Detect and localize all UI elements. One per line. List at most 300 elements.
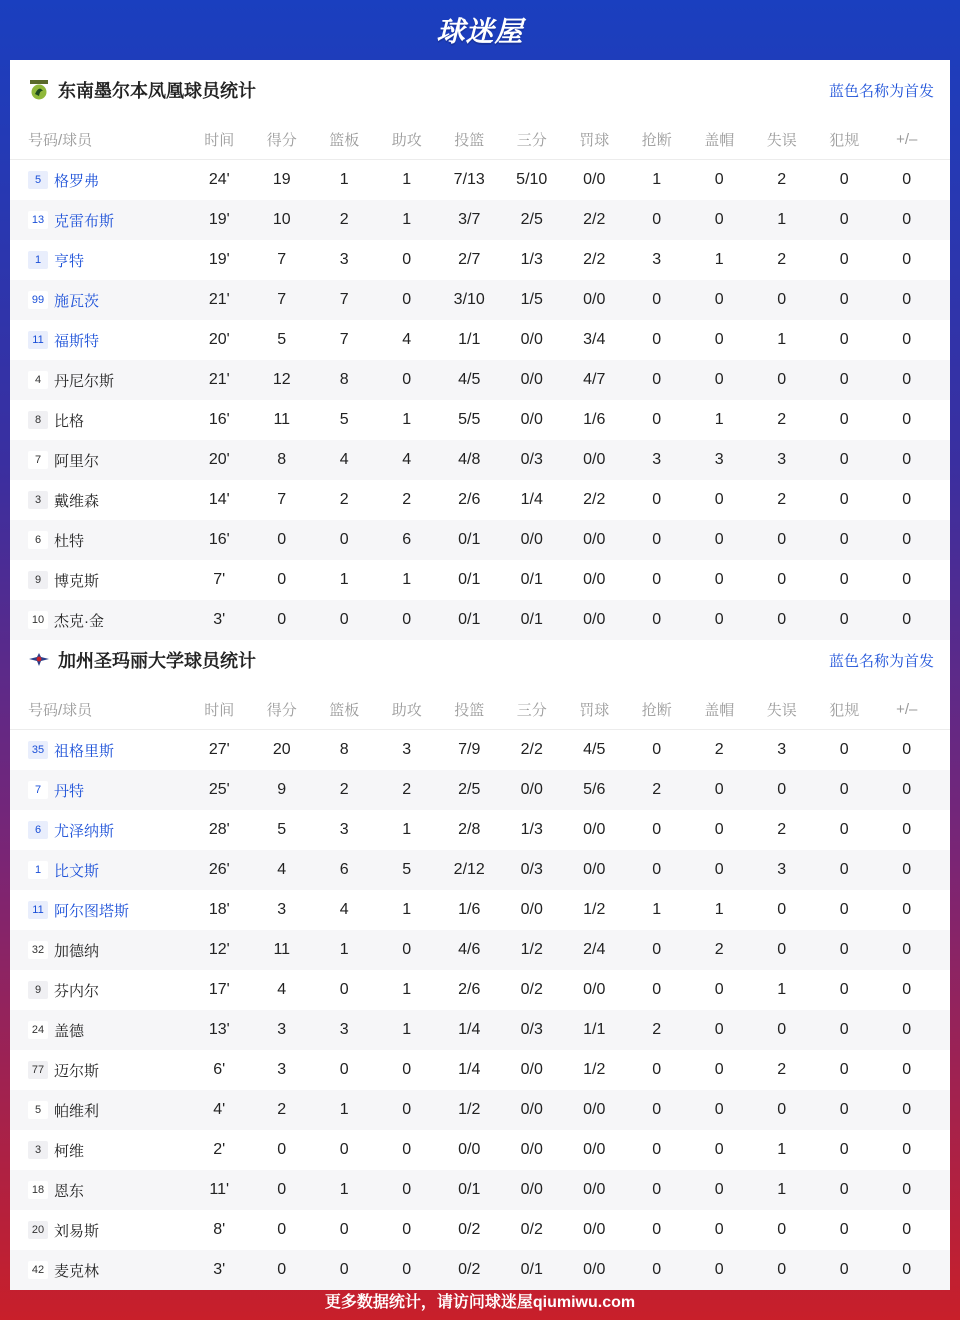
stat-rebounds: 2 [339,211,349,228]
player-cell[interactable] [10,530,188,551]
stat-fouls: 0 [839,821,849,838]
stat-time: 17' [208,981,230,998]
player-cell[interactable] [10,940,188,961]
stat-steals: 2 [652,781,662,798]
stat-fg: 2/8 [458,821,481,838]
player-name[interactable]: 尤泽纳斯 [54,822,115,840]
stat-time: 16' [208,411,230,428]
stat-time: 26' [208,861,230,878]
stat-assists: 1 [402,411,412,428]
stat-rebounds: 7 [339,331,349,348]
stat-points: 20 [272,741,291,758]
stat-assists: 1 [402,571,412,588]
player-cell[interactable] [10,1220,188,1241]
stat-steals: 0 [652,861,662,878]
stat-turnovers: 3 [777,451,787,468]
stat-fouls: 0 [839,781,849,798]
player-name[interactable]: 麦克林 [54,1262,100,1280]
table-row [10,970,950,1010]
player-name[interactable]: 阿里尔 [54,452,100,470]
stat-rebounds: 3 [339,821,349,838]
player-cell[interactable] [10,330,188,351]
stat-assists: 0 [402,291,412,308]
stat-plusminus: 0 [902,1101,912,1118]
stat-three: 0/2 [520,1221,543,1238]
stat-points: 19 [272,171,291,188]
stat-three: 0/0 [520,331,543,348]
stat-rebounds: 5 [339,411,349,428]
table-row [10,240,950,280]
stat-turnovers: 1 [777,981,787,998]
stat-points: 3 [277,1021,287,1038]
stat-plusminus: 0 [902,1021,912,1038]
stat-ft: 1/6 [583,411,606,428]
stat-assists: 4 [402,451,412,468]
stat-blocks: 0 [714,371,724,388]
column-header: 失误 [766,132,797,149]
brand-logo: 球迷屋 [436,16,524,47]
stat-three: 0/0 [520,1061,543,1078]
player-cell[interactable] [10,1100,188,1121]
stat-steals: 0 [652,371,662,388]
stat-steals: 0 [652,821,662,838]
player-name[interactable]: 杜特 [54,532,85,550]
stat-assists: 0 [402,1221,412,1238]
stat-plusminus: 0 [902,171,912,188]
stat-time: 28' [208,821,230,838]
stat-turnovers: 1 [777,1141,787,1158]
stat-blocks: 0 [714,1101,724,1118]
stat-steals: 0 [652,1061,662,1078]
stat-three: 1/5 [520,291,543,308]
stat-fouls: 0 [839,1261,849,1278]
stat-plusminus: 0 [902,1181,912,1198]
player-name[interactable]: 迈尔斯 [54,1062,100,1080]
stat-time: 6' [213,1061,226,1078]
stat-three: 0/2 [520,981,543,998]
stat-plusminus: 0 [902,291,912,308]
player-name[interactable]: 丹特 [54,782,85,800]
stat-ft: 0/0 [583,171,606,188]
stat-turnovers: 0 [777,571,787,588]
stat-fouls: 0 [839,1181,849,1198]
stat-plusminus: 0 [902,251,912,268]
stat-fouls: 0 [839,1021,849,1038]
player-name[interactable]: 克雷布斯 [54,212,115,230]
player-name[interactable]: 刘易斯 [54,1222,100,1240]
player-cell[interactable] [10,450,188,471]
stat-turnovers: 0 [777,1101,787,1118]
stat-fg: 0/1 [458,531,481,548]
stat-turnovers: 0 [777,371,787,388]
table-row [10,1170,950,1210]
table-row [10,400,950,440]
stat-fg: 4/6 [458,941,481,958]
stat-time: 24' [208,171,230,188]
table-row [10,360,950,400]
stat-plusminus: 0 [902,781,912,798]
stat-points: 11 [273,941,291,958]
stat-time: 27' [208,741,230,758]
stat-turnovers: 1 [777,331,787,348]
stat-blocks: 2 [714,941,724,958]
table-row [10,810,950,850]
stat-turnovers: 0 [777,611,787,628]
stat-assists: 1 [402,1021,412,1038]
stat-points: 2 [277,1101,287,1118]
jersey-number: 24 [28,1021,48,1039]
stat-points: 5 [277,331,287,348]
player-name[interactable]: 博克斯 [54,572,100,590]
player-name[interactable]: 恩东 [54,1182,85,1200]
team-section-1 [10,60,950,640]
stat-ft: 0/0 [583,1261,606,1278]
player-cell[interactable] [10,1060,188,1081]
stat-fg: 7/13 [453,171,485,188]
column-header: 抢断 [641,132,672,149]
player-cell[interactable] [10,1140,188,1161]
player-name[interactable]: 格罗弗 [54,172,100,190]
stat-assists: 0 [402,1061,412,1078]
player-cell[interactable] [10,1020,188,1041]
jersey-number: 1 [28,861,48,879]
stat-rebounds: 0 [339,1061,349,1078]
jersey-number: 5 [28,171,48,189]
stat-steals: 2 [652,1021,662,1038]
stat-rebounds: 0 [339,981,349,998]
stat-blocks: 0 [714,171,724,188]
player-cell[interactable] [10,410,188,431]
stat-steals: 3 [652,251,662,268]
table-row [10,160,950,200]
section-header [10,630,950,690]
stat-ft: 3/4 [583,331,606,348]
player-name[interactable]: 祖格里斯 [54,742,115,760]
stat-three: 0/3 [520,451,543,468]
column-header: 篮板 [329,132,360,149]
stat-ft: 4/7 [583,371,606,388]
player-name[interactable]: 阿尔图塔斯 [54,902,130,920]
player-name[interactable]: 丹尼尔斯 [54,372,115,390]
stat-ft: 1/1 [583,1021,606,1038]
stat-steals: 0 [652,611,662,628]
stat-assists: 1 [402,821,412,838]
team-title [28,647,256,673]
table-row [10,1090,950,1130]
table-header-row [10,120,950,160]
player-name[interactable]: 戴维森 [54,492,100,510]
stat-plusminus: 0 [902,1221,912,1238]
player-name[interactable]: 比格 [54,412,85,430]
column-header: 投篮 [454,702,485,719]
stat-fouls: 0 [839,331,849,348]
stat-points: 10 [272,211,291,228]
player-cell[interactable] [10,740,188,761]
stat-time: 3' [213,1261,226,1278]
stat-plusminus: 0 [902,1261,912,1278]
player-cell[interactable] [10,610,188,631]
stat-fg: 3/10 [453,291,485,308]
stat-fouls: 0 [839,251,849,268]
player-cell[interactable] [10,210,188,231]
stat-fg: 0/2 [458,1221,481,1238]
stat-three: 0/0 [520,371,543,388]
phoenix-logo-icon [28,79,50,101]
stat-ft: 0/0 [583,1181,606,1198]
stat-rebounds: 2 [339,781,349,798]
team-name: 东南墨尔本凤凰球员统计 [58,81,256,101]
stat-fg: 7/9 [458,741,481,758]
stat-fouls: 0 [839,861,849,878]
stat-time: 3' [213,611,226,628]
stat-time: 20' [208,451,230,468]
stat-rebounds: 6 [339,861,349,878]
stat-turnovers: 2 [777,821,787,838]
stat-fouls: 0 [839,211,849,228]
stat-fouls: 0 [839,941,849,958]
table-header-row [10,690,950,730]
jersey-number: 32 [28,941,48,959]
stat-points: 0 [277,1261,287,1278]
stat-ft: 2/2 [583,491,606,508]
stat-fouls: 0 [839,611,849,628]
stat-three: 0/0 [520,1141,543,1158]
stat-turnovers: 0 [777,1261,787,1278]
table-row [10,480,950,520]
stat-turnovers: 2 [777,1061,787,1078]
jersey-number: 11 [28,331,48,349]
stat-fouls: 0 [839,741,849,758]
stat-blocks: 0 [714,291,724,308]
stat-fg: 2/6 [458,491,481,508]
stat-fouls: 0 [839,411,849,428]
player-cell[interactable] [10,820,188,841]
column-header: 失误 [766,702,797,719]
stat-rebounds: 0 [339,1261,349,1278]
stat-steals: 0 [652,1101,662,1118]
table-row [10,200,950,240]
player-cell[interactable] [10,1180,188,1201]
stat-blocks: 1 [714,901,724,918]
stat-blocks: 0 [714,861,724,878]
stat-three: 0/3 [520,1021,543,1038]
jersey-number: 3 [28,1141,48,1159]
stat-ft: 4/5 [583,741,606,758]
jersey-number: 10 [28,611,48,629]
stat-fg: 2/12 [453,861,485,878]
stat-blocks: 0 [714,1061,724,1078]
player-cell[interactable] [10,570,188,591]
stat-rebounds: 0 [339,611,349,628]
table-row [10,280,950,320]
stat-assists: 0 [402,1261,412,1278]
stat-plusminus: 0 [902,211,912,228]
stat-blocks: 2 [714,741,724,758]
starter-note: 蓝色名称为首发 [828,82,934,100]
stat-steals: 3 [652,451,662,468]
stat-three: 1/4 [520,491,543,508]
stat-three: 1/2 [520,941,543,958]
stat-ft: 0/0 [583,821,606,838]
stat-assists: 5 [402,861,412,878]
stat-assists: 2 [402,491,412,508]
stat-turnovers: 0 [777,1221,787,1238]
stat-rebounds: 2 [339,491,349,508]
column-header: 号码/球员 [28,132,93,149]
stat-assists: 0 [402,251,412,268]
player-cell[interactable] [10,370,188,391]
team-title [28,77,256,103]
jersey-number: 6 [28,821,48,839]
player-cell[interactable] [10,780,188,801]
stat-time: 13' [208,1021,230,1038]
stat-turnovers: 2 [777,251,787,268]
stat-turnovers: 1 [777,211,787,228]
stat-time: 16' [208,531,230,548]
player-name[interactable]: 盖德 [54,1022,85,1040]
stat-fg: 1/4 [458,1061,481,1078]
stat-blocks: 0 [714,1261,724,1278]
column-header: 犯规 [829,132,860,149]
stat-fg: 2/6 [458,981,481,998]
player-name[interactable]: 帕维利 [54,1102,100,1120]
stat-fg: 1/4 [458,1021,481,1038]
stat-time: 4' [213,1101,226,1118]
column-header: 篮板 [329,702,360,719]
stat-plusminus: 0 [902,941,912,958]
jersey-number: 7 [28,781,48,799]
stat-ft: 0/0 [583,1101,606,1118]
stat-turnovers: 2 [777,411,787,428]
player-cell[interactable] [10,860,188,881]
stat-assists: 1 [402,901,412,918]
player-cell[interactable] [10,980,188,1001]
stat-points: 3 [277,1061,287,1078]
column-header: 三分 [516,132,547,149]
stat-ft: 2/2 [583,211,606,228]
stat-points: 0 [277,571,287,588]
stat-points: 4 [277,861,287,878]
stat-blocks: 0 [714,821,724,838]
stat-fouls: 0 [839,531,849,548]
player-name[interactable]: 亨特 [54,252,85,270]
stat-blocks: 0 [714,491,724,508]
stat-plusminus: 0 [902,1061,912,1078]
player-cell[interactable] [10,1260,188,1281]
stat-ft: 5/6 [583,781,606,798]
stat-three: 0/3 [520,861,543,878]
stat-fouls: 0 [839,571,849,588]
player-name[interactable]: 福斯特 [54,332,100,350]
stat-points: 9 [277,781,287,798]
stat-plusminus: 0 [902,901,912,918]
stat-plusminus: 0 [902,451,912,468]
stat-fouls: 0 [839,1101,849,1118]
jersey-number: 35 [28,741,48,759]
stat-blocks: 0 [714,981,724,998]
player-cell[interactable] [10,290,188,311]
stat-steals: 0 [652,941,662,958]
table-row [10,320,950,360]
stat-turnovers: 3 [777,861,787,878]
stat-time: 19' [208,211,230,228]
team-section-2 [10,630,950,1290]
stat-points: 0 [277,531,287,548]
stat-rebounds: 4 [339,451,349,468]
stat-fg: 5/5 [458,411,481,428]
stat-rebounds: 0 [339,1221,349,1238]
stat-time: 8' [213,1221,226,1238]
player-cell[interactable] [10,250,188,271]
stat-fouls: 0 [839,451,849,468]
stat-plusminus: 0 [902,981,912,998]
stat-steals: 0 [652,1261,662,1278]
stat-points: 0 [277,1141,287,1158]
stat-steals: 0 [652,1141,662,1158]
stat-plusminus: 0 [902,531,912,548]
stat-time: 7' [213,571,226,588]
stat-blocks: 0 [714,611,724,628]
stat-fouls: 0 [839,1221,849,1238]
player-name[interactable]: 比文斯 [54,862,100,880]
player-cell[interactable] [10,170,188,191]
jersey-number: 9 [28,571,48,589]
stat-points: 3 [277,901,287,918]
stat-plusminus: 0 [902,491,912,508]
player-cell[interactable] [10,900,188,921]
stat-assists: 6 [402,531,412,548]
stat-plusminus: 0 [902,741,912,758]
stat-three: 1/3 [520,821,543,838]
column-header: 时间 [204,132,235,149]
stat-assists: 2 [402,781,412,798]
jersey-number: 6 [28,531,48,549]
stat-steals: 0 [652,1181,662,1198]
table-row [10,770,950,810]
stat-three: 0/0 [520,411,543,428]
player-name[interactable]: 柯维 [54,1142,85,1160]
stat-turnovers: 0 [777,781,787,798]
player-name[interactable]: 加德纳 [54,942,100,960]
stat-three: 0/1 [520,611,543,628]
column-header: 助攻 [391,702,422,719]
footer-link[interactable]: 更多数据统计，请访问球迷屋qiumiwu.com [324,1293,636,1311]
column-header: 盖帽 [704,702,735,719]
stat-fouls: 0 [839,901,849,918]
stat-turnovers: 0 [777,941,787,958]
stat-points: 7 [277,491,287,508]
player-cell[interactable] [10,490,188,511]
player-name[interactable]: 施瓦茨 [54,292,100,310]
stat-steals: 0 [652,331,662,348]
jersey-number: 99 [28,291,48,309]
stat-assists: 0 [402,1141,412,1158]
player-name[interactable]: 杰克·金 [54,612,104,630]
stat-three: 0/0 [520,531,543,548]
stat-turnovers: 0 [777,1021,787,1038]
stat-turnovers: 3 [777,741,787,758]
table-row [10,1130,950,1170]
jersey-number: 77 [28,1061,48,1079]
stat-blocks: 1 [714,251,724,268]
stat-assists: 4 [402,331,412,348]
stat-time: 14' [208,491,230,508]
player-name[interactable]: 芬内尔 [54,982,100,1000]
stat-rebounds: 1 [339,1101,349,1118]
stat-three: 0/0 [520,901,543,918]
column-header: 三分 [516,702,547,719]
stat-three: 1/3 [520,251,543,268]
